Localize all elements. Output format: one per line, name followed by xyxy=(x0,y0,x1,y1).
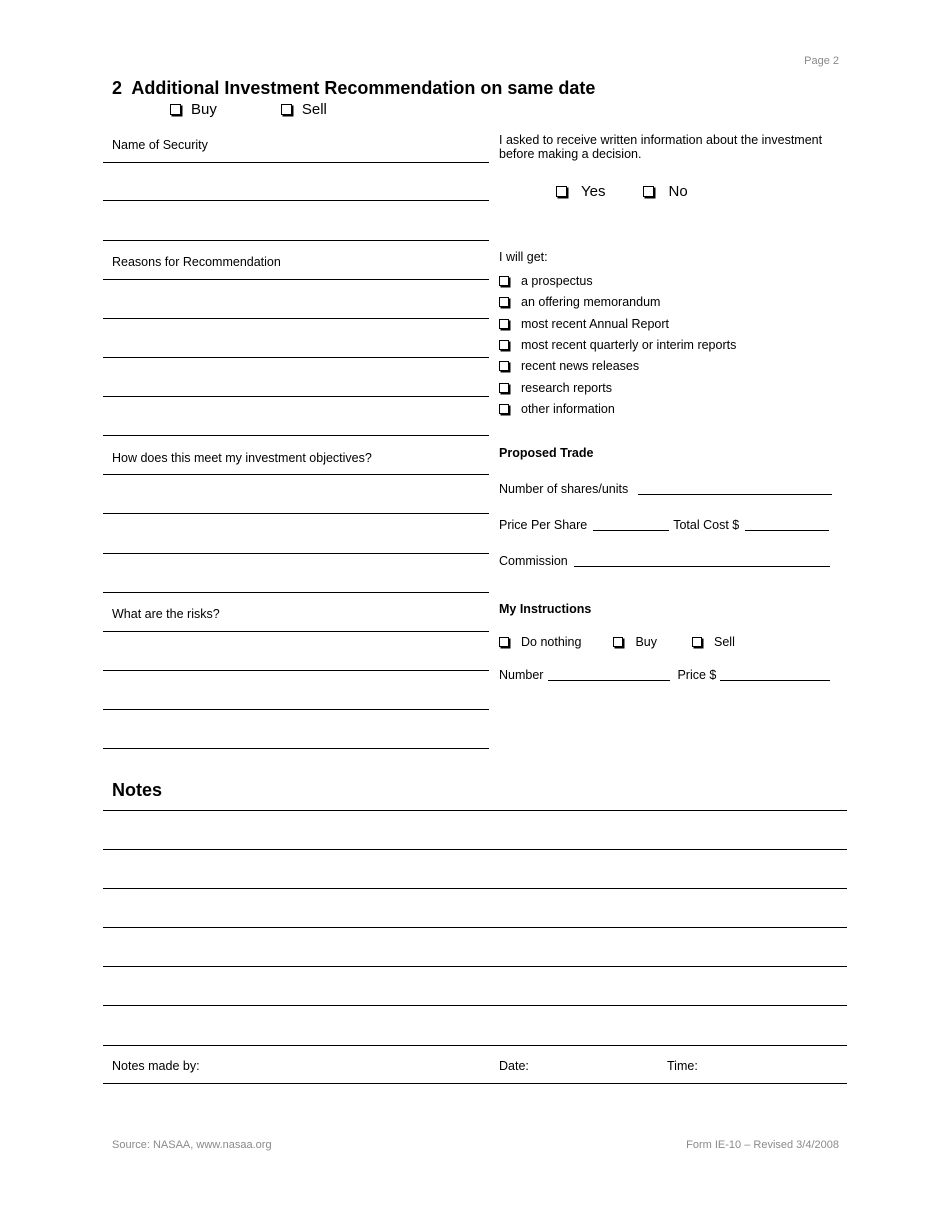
will-get-label: I will get: xyxy=(499,250,548,264)
shares-row xyxy=(499,482,832,496)
annual-report-checkbox[interactable] xyxy=(499,319,509,329)
rule xyxy=(103,1045,847,1046)
item-label: most recent quarterly or interim reports xyxy=(521,338,737,352)
rule xyxy=(103,474,489,475)
research-reports-checkbox[interactable] xyxy=(499,383,509,393)
section-title-text: Additional Investment Recommendation on same date xyxy=(131,78,596,98)
rule xyxy=(103,1005,847,1006)
price-label: Price $ xyxy=(677,668,717,682)
do-nothing-checkbox[interactable] xyxy=(499,637,509,647)
rule xyxy=(103,1083,847,1084)
price-per-share-label: Price Per Share xyxy=(499,518,588,532)
rule xyxy=(103,810,847,811)
rule xyxy=(103,553,489,554)
list-item xyxy=(499,338,736,352)
offering-memorandum-checkbox[interactable] xyxy=(499,297,509,307)
total-cost-field[interactable] xyxy=(745,519,829,531)
section-title xyxy=(112,78,595,99)
sell-label: Sell xyxy=(301,101,327,118)
item-label: recent news releases xyxy=(521,359,640,373)
rule xyxy=(103,888,847,889)
quarterly-report-checkbox[interactable] xyxy=(499,340,509,350)
risks-label: What are the risks? xyxy=(112,607,220,621)
rule xyxy=(103,200,489,201)
item-label: a prospectus xyxy=(521,274,593,288)
instr-buy-label: Buy xyxy=(635,635,658,649)
other-information-checkbox[interactable] xyxy=(499,404,509,414)
footer-source: Source: NASAA, www.nasaa.org xyxy=(112,1139,272,1151)
buy-label: Buy xyxy=(191,101,217,118)
do-nothing-label: Do nothing xyxy=(521,635,582,649)
number-field[interactable] xyxy=(548,669,670,681)
number-label: Number xyxy=(499,668,544,682)
rule xyxy=(103,435,489,436)
rule xyxy=(103,927,847,928)
rule xyxy=(103,631,489,632)
rule xyxy=(103,592,489,593)
name-of-security-label: Name of Security xyxy=(112,138,208,152)
notes-made-by-label: Notes made by: xyxy=(112,1059,200,1073)
section-number: 2 xyxy=(112,78,123,98)
rule xyxy=(103,849,847,850)
instr-buy-checkbox[interactable] xyxy=(613,637,623,647)
commission-label: Commission xyxy=(499,554,568,568)
list-item xyxy=(499,295,660,309)
buy-checkbox[interactable] xyxy=(170,104,181,115)
item-label: an offering memorandum xyxy=(521,295,661,309)
instructions-options xyxy=(499,635,735,649)
rule xyxy=(103,513,489,514)
rule xyxy=(103,318,489,319)
list-item xyxy=(499,402,615,416)
prospectus-checkbox[interactable] xyxy=(499,276,509,286)
yes-label: Yes xyxy=(581,183,606,200)
price-field[interactable] xyxy=(720,669,830,681)
commission-field[interactable] xyxy=(574,555,830,567)
commission-row xyxy=(499,554,830,568)
item-label: most recent Annual Report xyxy=(521,317,669,331)
rule xyxy=(103,966,847,967)
instr-sell-checkbox[interactable] xyxy=(692,637,702,647)
notes-heading: Notes xyxy=(112,780,163,800)
price-per-share-field[interactable] xyxy=(593,519,669,531)
total-cost-label: Total Cost $ xyxy=(673,518,740,532)
yes-checkbox[interactable] xyxy=(556,186,567,197)
item-label: other information xyxy=(521,402,615,416)
date-label: Date: xyxy=(499,1059,529,1073)
reasons-label: Reasons for Recommendation xyxy=(112,255,281,269)
no-label: No xyxy=(668,183,688,200)
yes-no-options xyxy=(556,183,688,200)
list-item xyxy=(499,317,669,331)
proposed-trade-heading: Proposed Trade xyxy=(499,446,594,460)
news-releases-checkbox[interactable] xyxy=(499,361,509,371)
rule xyxy=(103,279,489,280)
rule xyxy=(103,162,489,163)
list-item xyxy=(499,274,593,288)
rule xyxy=(103,240,489,241)
time-label: Time: xyxy=(667,1059,698,1073)
list-item xyxy=(499,381,612,395)
price-row xyxy=(499,518,829,532)
my-instructions-heading: My Instructions xyxy=(499,602,592,616)
shares-label: Number of shares/units xyxy=(499,482,629,496)
number-price-row xyxy=(499,668,830,682)
sell-checkbox[interactable] xyxy=(281,104,292,115)
list-item xyxy=(499,359,639,373)
rule xyxy=(103,357,489,358)
written-info-text: I asked to receive written information about the investment before making a decision. xyxy=(499,133,823,161)
footer-form-id: Form IE-10 – Revised 3/4/2008 xyxy=(686,1139,839,1151)
objectives-label: How does this meet my investment objectives? xyxy=(112,451,372,465)
page-number: Page 2 xyxy=(804,55,839,67)
rule xyxy=(103,709,489,710)
no-checkbox[interactable] xyxy=(643,186,654,197)
rule xyxy=(103,396,489,397)
instr-sell-label: Sell xyxy=(714,635,735,649)
rule xyxy=(103,670,489,671)
item-label: research reports xyxy=(521,381,613,395)
shares-field[interactable] xyxy=(638,483,832,495)
buy-sell-options xyxy=(170,101,327,118)
rule xyxy=(103,748,489,749)
